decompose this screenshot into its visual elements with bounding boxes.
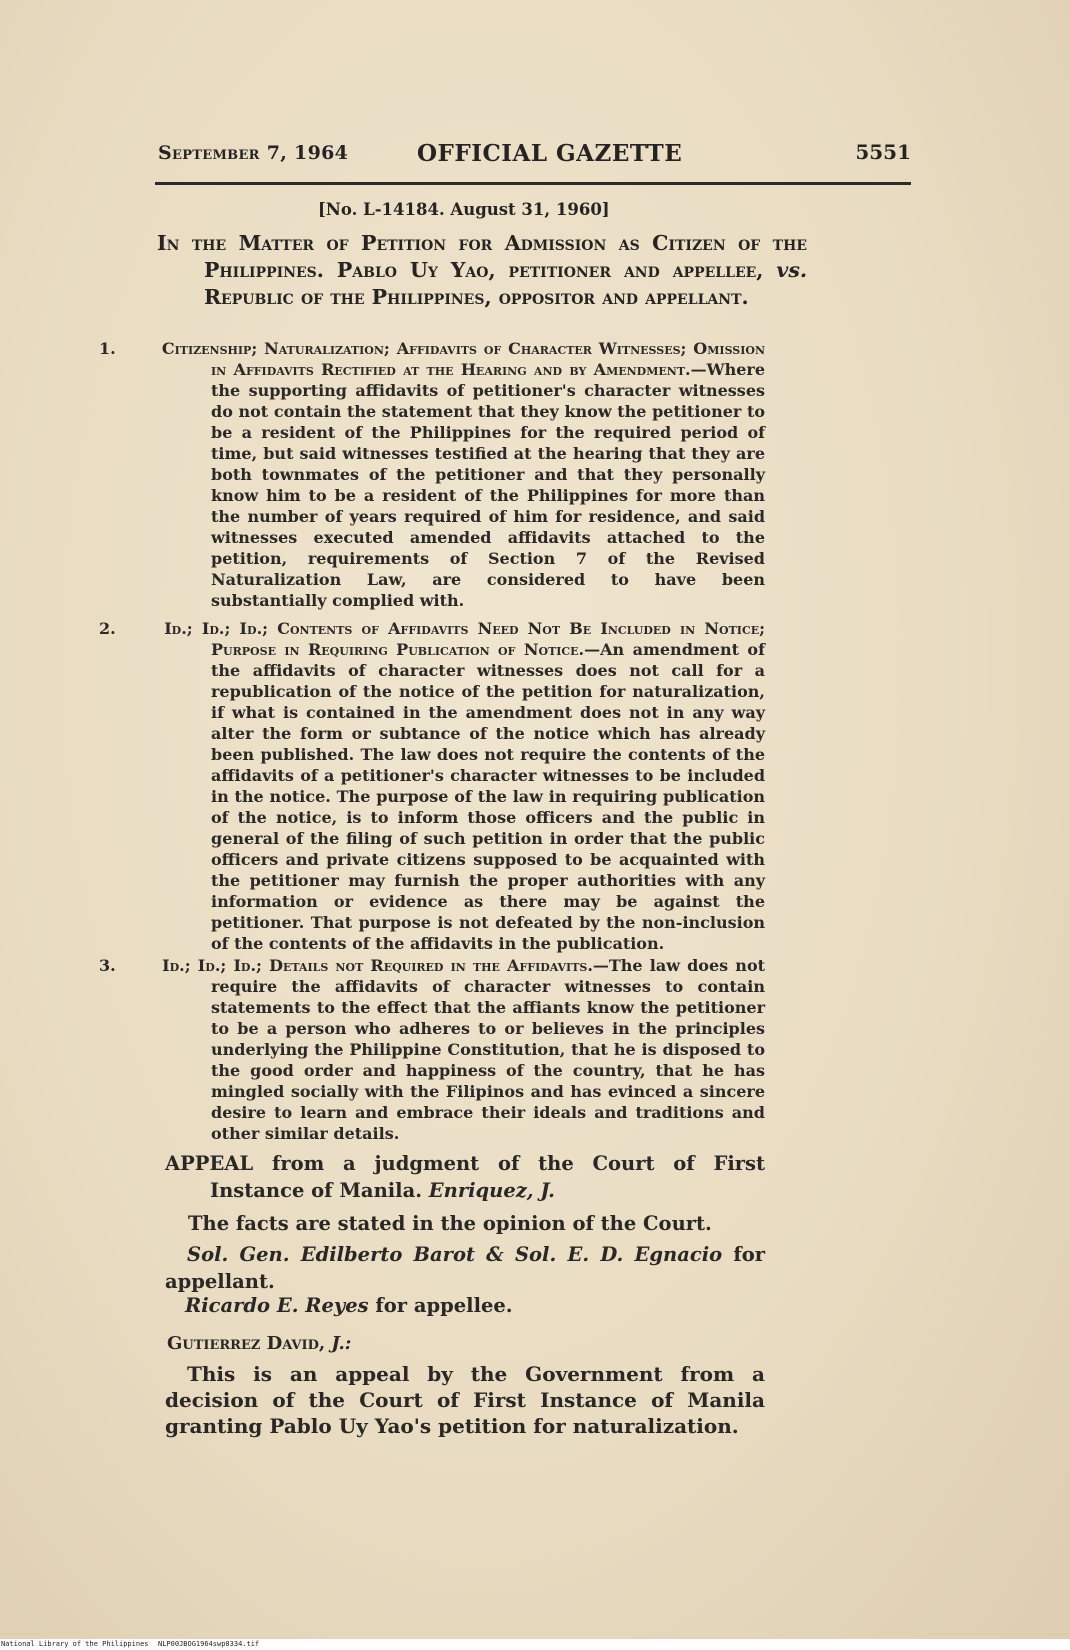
ponente-name: Gutierrez David, — [167, 1333, 326, 1354]
ponente — [167, 1330, 767, 1357]
syllabus-item: 2. Id.; Id.; Id.; Contents of Affidavits Need Not Be Included in Notice; Purpose in Requiring Publication of Notice.—An amendment of the affidavits of character witnesses does not call for a republication of the notice of the petition for naturalization, if what is contained in the amendment does not in any way alter the form or subtance of the notice which has already been published. The law does not require the contents of the affidavits of a petitioner's character witnesses to be included in the notice. The purpose of the law in requiring publication of the notice, is to inform those officers and the public in general of the filing of such petition in order that the public officers and private citizens supposed to be acquainted with the petitioner may furnish the proper authorities with any information or evidence as there may be against the petitioner. That purpose is not defeated by the non-inclusion of the contents of the affidavits in the publication. — [99, 619, 765, 953]
syllabus-heading: Id.; Id.; Id.; Contents of Affidavits Need Not Be Included in Notice; Purpose in Requiring Publication of Notice. — [164, 619, 765, 659]
facts-statement: The facts are stated in the opinion of the Court. — [188, 1212, 712, 1235]
appellee-counsel-names: Ricardo E. Reyes — [185, 1294, 369, 1317]
footer-filename: NLP00JBOG1964swp0334.tif — [158, 1640, 260, 1648]
appellant-counsel-names: Sol. Gen. Edilberto Barot & Sol. E. D. Egnacio — [187, 1243, 723, 1266]
ponente-title: J.: — [331, 1333, 352, 1354]
appeal-line — [165, 1150, 765, 1204]
caption-part-1: In the Matter of Petition for Admission as Citizen of the Philippines. Pablo Uy Yao, petitioner and appellee, — [157, 231, 807, 282]
counsel-appellee — [185, 1292, 785, 1319]
caption-vs: vs. — [776, 258, 807, 282]
footer-library: National Library of the Philippines — [1, 1640, 149, 1648]
header-date: September 7, 1964 — [158, 142, 349, 164]
syllabus-heading: Id.; Id.; Id.; Details not Required in the Affidavits. — [162, 956, 593, 975]
caption-part-2: Republic of the Philippines, oppositor and appellant. — [204, 285, 749, 309]
opening-paragraph: This is an appeal by the Government from a decision of the Court of First Instance of Manila granting Pablo Uy Yao's petition for naturalization. — [165, 1362, 765, 1438]
appeal-text: APPEAL from a judgment of the Court of First Instance of Manila. — [165, 1152, 765, 1202]
scan-footer — [0, 1639, 1070, 1650]
appellant-role: for appellant. — [165, 1243, 765, 1293]
syllabus-heading: Citizenship; Naturalization; Affidavits of Character Witnesses; Omission in Affidavits Rectified at the Hearing and by Amendment. — [161, 339, 765, 379]
syllabus-text: —The law does not require the affidavits of character witnesses to contain statements to the effect that the affiants know the petitioner to be a person who adheres to or believes in the principles underlying the Philippine Constitution, that he is disposed to the good order and happiness of the country, that he has mingled socially with the Filipinos and has evinced a sincere desire to learn and embrace their ideals and traditions and other similar details. — [211, 956, 766, 1143]
case-number: [No. L-14184. August 31, 1960] — [318, 200, 610, 219]
syllabus-item: 3. Id.; Id.; Id.; Details not Required in the Affidavits.—The law does not require the affidavits of character witnesses to contain statements to the effect that the affiants know the petitioner to be a person who adheres to or believes in the principles underlying the Philippine Constitution, that he is disposed to the good order and happiness of the country, that he has mingled socially with the Filipinos and has evinced a sincere desire to learn and embrace their ideals and traditions and other similar details. — [99, 956, 766, 1143]
counsel-appellant — [165, 1241, 765, 1295]
header-title: OFFICIAL GAZETTE — [417, 140, 683, 167]
syllabus-text: —Where the supporting affidavits of petitioner's character witnesses do not contain the statement that they know the petitioner to be a resident of the Philippines for the required period of time, but said witnesses testified at the hearing that they are both townmates of the petitioner and that they personally know him to be a resident of the Philippines for more than the number of years required of him for residence, and said witnesses executed amended affidavits attached to the petition, requirements of Section 7 of the Revised Naturalization Law, are considered to have been substantially complied with. — [211, 360, 765, 610]
appellee-role: for appellee. — [375, 1294, 513, 1317]
appeal-judge: Enriquez, J. — [428, 1179, 555, 1202]
page-number: 5551 — [855, 140, 911, 164]
case-caption — [157, 230, 807, 311]
header-rule — [155, 182, 911, 185]
syllabus-text: —An amendment of the affidavits of character witnesses does not call for a republication of the notice of the petition for naturalization, if what is contained in the amendment does not in any way alter the form or subtance of the notice which has already been published. The law does not require the contents of the affidavits of a petitioner's character witnesses to be included in the notice. The purpose of the law in requiring publication of the notice, is to inform those officers and the public in general of the filing of such petition in order that the public officers and private citizens supposed to be acquainted with the petitioner may furnish the proper authorities with any information or evidence as there may be against the petitioner. That purpose is not defeated by the non-inclusion of the contents of the affidavits in the publication. — [211, 640, 765, 953]
syllabus-item: 1. Citizenship; Naturalization; Affidavits of Character Witnesses; Omission in Affidavits Rectified at the Hearing and by Amendment.—Where the supporting affidavits of petitioner's character witnesses do not contain the statement that they know the petitioner to be a resident of the Philippines for the required period of time, but said witnesses testified at the hearing that they are both townmates of the petitioner and that they personally know him to be a resident of the Philippines for more than the number of years required of him for residence, and said witnesses executed amended affidavits attached to the petition, requirements of Section 7 of the Revised Naturalization Law, are considered to have been substantially complied with. — [99, 339, 765, 610]
page-header — [155, 140, 915, 174]
